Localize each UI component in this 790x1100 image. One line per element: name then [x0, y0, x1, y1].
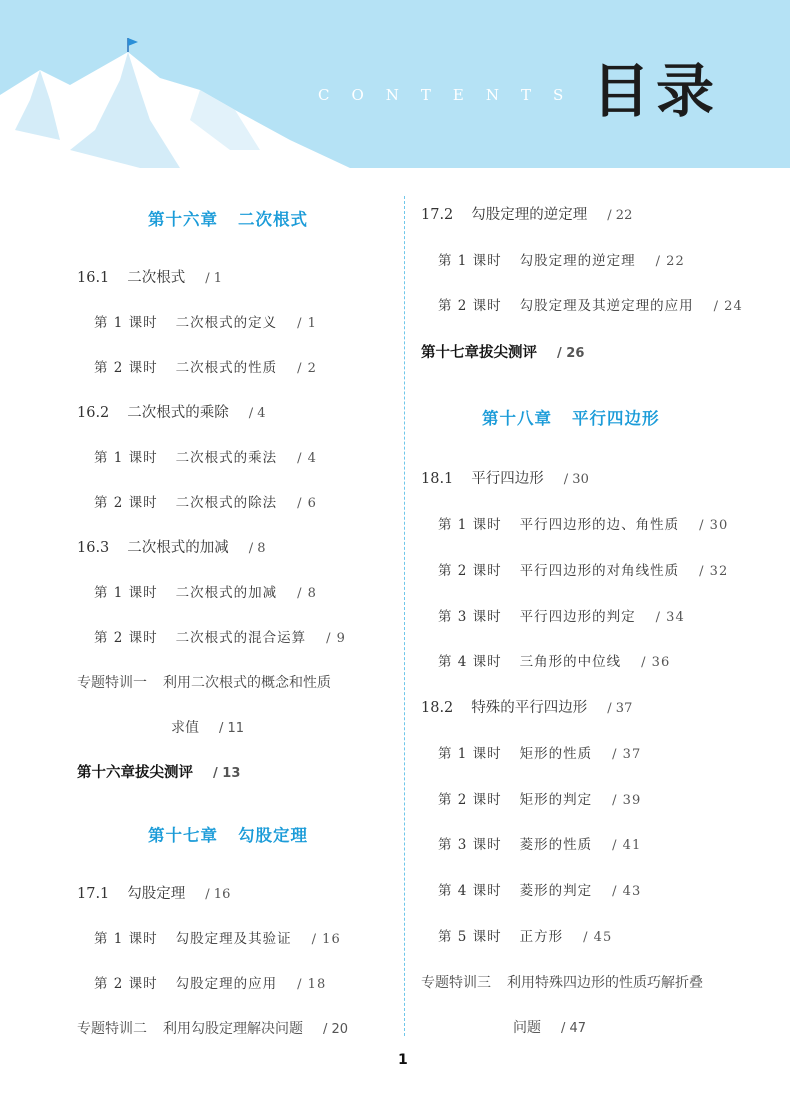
page-ref: / 37: [607, 701, 633, 716]
special-title: 利用二次根式的概念和性质: [163, 675, 331, 691]
lesson-number: 第 1 课时: [94, 315, 158, 331]
page-ref: / 30: [563, 472, 589, 487]
page-ref: / 22: [655, 254, 685, 269]
lesson-number: 第 3 课时: [438, 837, 502, 853]
page-ref: / 16: [311, 932, 341, 947]
lesson-title: 三角形的中位线: [519, 654, 622, 670]
toc-section-16-1[interactable]: [77, 268, 222, 289]
page-ref: / 22: [607, 208, 633, 223]
section-title: 二次根式的加减: [127, 540, 229, 556]
chapter-heading-18[interactable]: [482, 405, 660, 429]
special-title-cont: 求值: [171, 720, 199, 736]
toc-lesson-17-1-1[interactable]: [94, 929, 341, 950]
page-title: 目录: [592, 57, 721, 125]
lesson-title: 菱形的判定: [519, 883, 593, 899]
lesson-number: 第 1 课时: [94, 585, 158, 601]
lesson-number: 第 1 课时: [438, 517, 502, 533]
page-ref: / 1: [297, 316, 317, 331]
lesson-title: 矩形的判定: [519, 792, 593, 808]
page-ref: / 20: [323, 1022, 349, 1037]
toc-lesson-16-2-1[interactable]: [94, 448, 317, 469]
lesson-title: 矩形的性质: [519, 746, 593, 762]
page-ref: / 8: [248, 541, 266, 556]
page-ref: / 4: [248, 406, 266, 421]
page-ref: / 39: [612, 793, 642, 808]
toc-special-training-2[interactable]: [77, 1019, 348, 1040]
page-ref: / 16: [205, 887, 231, 902]
toc-special-training-1-cont[interactable]: [171, 718, 244, 739]
section-number: 16.3: [77, 540, 110, 556]
page-ref: / 41: [612, 838, 642, 853]
toc-lesson-16-2-2[interactable]: [94, 493, 317, 514]
page-ref: / 1: [205, 271, 223, 286]
special-title: 利用勾股定理解决问题: [163, 1021, 303, 1037]
toc-section-16-2[interactable]: [77, 403, 266, 424]
section-number: 18.1: [421, 471, 454, 487]
section-title: 勾股定理: [127, 886, 186, 902]
page-ref: / 30: [699, 518, 729, 533]
toc-special-training-3[interactable]: [421, 973, 703, 993]
toc-lesson-18-2-5[interactable]: [438, 927, 612, 948]
lesson-number: 第 4 课时: [438, 883, 502, 899]
page-ref: / 6: [297, 496, 317, 511]
lesson-title: 菱形的性质: [519, 837, 593, 853]
section-number: 17.1: [77, 886, 110, 902]
lesson-number: 第 1 课时: [94, 931, 158, 947]
special-number: 专题特训三: [421, 975, 491, 991]
toc-lesson-18-2-2[interactable]: [438, 790, 641, 811]
special-title: 利用特殊四边形的性质巧解折叠: [507, 975, 703, 991]
lesson-title: 平行四边形的边、角性质: [519, 517, 680, 533]
lesson-title: 正方形: [519, 929, 564, 945]
page-ref: / 2: [297, 361, 317, 376]
chapter-title: 二次根式: [238, 210, 308, 229]
page-ref: / 11: [219, 721, 245, 736]
toc-lesson-18-1-1[interactable]: [438, 515, 728, 536]
toc-lesson-16-1-2[interactable]: [94, 358, 317, 379]
chapter-heading-16[interactable]: [148, 206, 308, 230]
page-ref: / 26: [557, 346, 585, 361]
section-number: 16.1: [77, 270, 110, 286]
toc-lesson-16-1-1[interactable]: [94, 313, 317, 334]
toc-lesson-18-2-1[interactable]: [438, 744, 641, 765]
page-ref: / 9: [326, 631, 346, 646]
chapter-label: 第十七章: [148, 826, 218, 845]
chapter-label: 第十八章: [482, 409, 552, 428]
special-number: 专题特训二: [77, 1021, 147, 1037]
page-ref: / 32: [699, 564, 729, 579]
lesson-number: 第 2 课时: [438, 298, 502, 314]
lesson-number: 第 2 课时: [94, 630, 158, 646]
lesson-number: 第 5 课时: [438, 929, 502, 945]
lesson-title: 平行四边形的判定: [519, 609, 636, 625]
lesson-number: 第 2 课时: [94, 976, 158, 992]
special-title-cont: 问题: [513, 1020, 541, 1036]
section-title: 二次根式: [127, 270, 186, 286]
page-ref: / 18: [297, 977, 327, 992]
chapter-title: 勾股定理: [238, 826, 308, 845]
lesson-number: 第 2 课时: [94, 360, 158, 376]
page-ref: / 47: [561, 1021, 587, 1036]
toc-review-16[interactable]: [77, 763, 240, 784]
lesson-number: 第 4 课时: [438, 654, 502, 670]
section-number: 16.2: [77, 405, 110, 421]
section-number: 18.2: [421, 700, 454, 716]
lesson-title: 勾股定理及其逆定理的应用: [519, 298, 694, 314]
page-ref: / 43: [612, 884, 642, 899]
column-divider: [404, 196, 405, 1036]
special-number: 专题特训一: [77, 675, 147, 691]
chapter-label: 第十六章: [148, 210, 218, 229]
toc-lesson-17-2-1[interactable]: [438, 251, 685, 272]
toc-special-training-3-cont[interactable]: [513, 1018, 586, 1039]
toc-section-17-1[interactable]: [77, 884, 230, 905]
section-title: 二次根式的乘除: [127, 405, 229, 421]
lesson-number: 第 2 课时: [94, 495, 158, 511]
lesson-number: 第 1 课时: [438, 253, 502, 269]
header-banner: [0, 0, 790, 168]
toc-review-17[interactable]: [421, 343, 584, 364]
page-number: 1: [398, 1052, 408, 1068]
toc-lesson-16-3-1[interactable]: [94, 583, 317, 604]
toc-lesson-18-1-2[interactable]: [438, 561, 728, 582]
lesson-title: 二次根式的加减: [175, 585, 278, 601]
lesson-title: 二次根式的乘法: [175, 450, 278, 466]
contents-word: CONTENTS: [318, 86, 586, 104]
lesson-title: 平行四边形的对角线性质: [519, 563, 680, 579]
toc-section-18-2[interactable]: [421, 698, 632, 719]
lesson-number: 第 2 课时: [438, 792, 502, 808]
section-title: 平行四边形: [471, 471, 544, 487]
lesson-title: 勾股定理的逆定理: [519, 253, 636, 269]
page-ref: / 24: [713, 299, 743, 314]
toc-section-18-1[interactable]: [421, 469, 589, 490]
lesson-title: 二次根式的性质: [175, 360, 278, 376]
toc-lesson-18-1-4[interactable]: [438, 652, 670, 673]
toc-special-training-1[interactable]: [77, 673, 331, 693]
toc-lesson-17-1-2[interactable]: [94, 974, 326, 995]
review-title: 第十六章拔尖测评: [77, 765, 193, 781]
review-title: 第十七章拔尖测评: [421, 345, 537, 361]
lesson-number: 第 3 课时: [438, 609, 502, 625]
page-ref: / 36: [641, 655, 671, 670]
toc-lesson-16-3-2[interactable]: [94, 628, 346, 649]
page-ref: / 4: [297, 451, 317, 466]
lesson-title: 二次根式的混合运算: [175, 630, 307, 646]
section-number: 17.2: [421, 207, 454, 223]
page-ref: / 45: [583, 930, 613, 945]
lesson-title: 二次根式的定义: [175, 315, 278, 331]
page-ref: / 13: [213, 766, 241, 781]
toc-lesson-17-2-2[interactable]: [438, 296, 743, 317]
section-title: 特殊的平行四边形: [471, 700, 588, 716]
toc-section-17-2[interactable]: [421, 205, 632, 226]
page-ref: / 34: [655, 610, 685, 625]
lesson-number: 第 1 课时: [94, 450, 158, 466]
section-title: 勾股定理的逆定理: [471, 207, 588, 223]
page-ref: / 8: [297, 586, 317, 601]
lesson-title: 二次根式的除法: [175, 495, 278, 511]
chapter-title: 平行四边形: [572, 409, 660, 428]
lesson-number: 第 2 课时: [438, 563, 502, 579]
toc-lesson-18-1-3[interactable]: [438, 607, 685, 628]
lesson-number: 第 1 课时: [438, 746, 502, 762]
chapter-heading-17[interactable]: [148, 822, 308, 846]
toc-section-16-3[interactable]: [77, 538, 266, 559]
page-ref: / 37: [612, 747, 642, 762]
lesson-title: 勾股定理及其验证: [175, 931, 292, 947]
lesson-title: 勾股定理的应用: [175, 976, 278, 992]
toc-lesson-18-2-3[interactable]: [438, 835, 641, 856]
toc-lesson-18-2-4[interactable]: [438, 881, 641, 902]
